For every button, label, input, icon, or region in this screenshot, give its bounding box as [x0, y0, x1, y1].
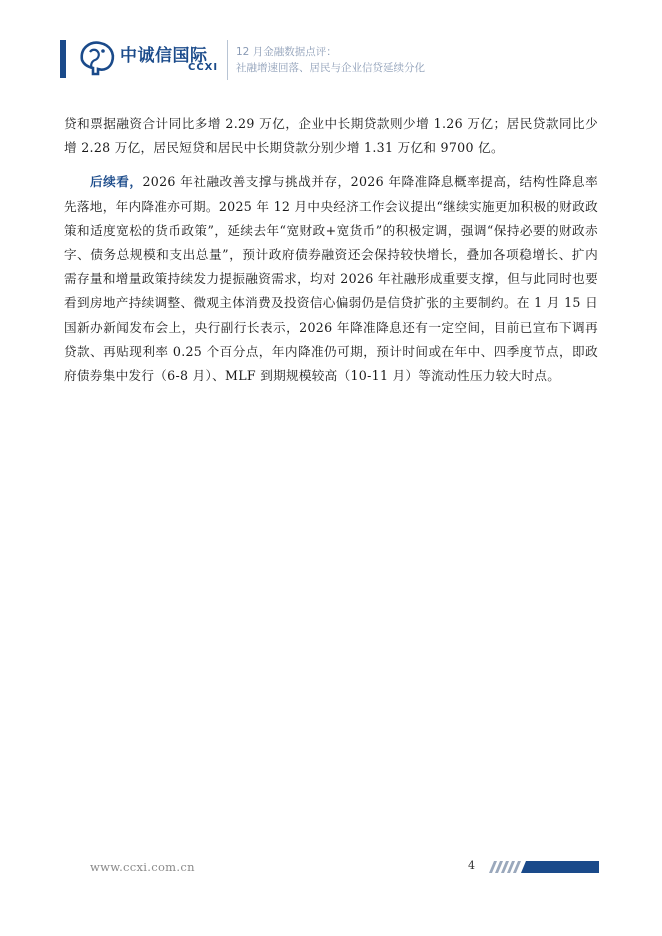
- page-header: [0, 0, 662, 90]
- elephant-logo-icon: [76, 38, 118, 78]
- report-title: [236, 44, 425, 76]
- outlook-text: 2026 年社融改善支撑与挑战并存，2026 年降准降息概率提高，结构性降息率先落地，年内降准亦可期。2025 年 12 月中央经济工作会议提出“继续实施更加积极的财政政策和适度宽松的货币政策”，延续去年“宽财政+宽货币”的积极定调，强调“保持必要的财政赤字、债务总规模和支出总量”，预计政府债券融资还会保持较快增长，叠加各项稳增长、扩内需存量和增量政策持续发力提振融资需求，均对 2026 年社融形成重要支撑，但与此同时也要看到房地产持续调整、微观主体消费及投资信心偏弱仍是信贷扩张的主要制约。在 1 月 15 日国新办新闻发布会上，央行副行长表示，2026 年降准降息还有一定空间，目前已宣布下调再贷款、再贴现利率 0.25 个百分点，年内降准仍可期，预计时间或在年中、四季度节点，即政府债券集中发行（6-8 月）、MLF 到期规模较高（10-11 月）等流动性压力较大时点。: [64, 174, 598, 384]
- header-divider: [227, 40, 228, 80]
- report-title-line1: 12 月金融数据点评：: [236, 46, 337, 58]
- logo-chinese-name: 中诚信国际: [120, 46, 208, 66]
- footer-website-link[interactable]: www.ccxi.com.cn: [90, 860, 195, 874]
- report-body: [64, 112, 598, 388]
- report-title-line2: 社融增速回落、居民与企业信贷延续分化: [236, 62, 425, 74]
- paragraph-loans-summary: 贷和票据融资合计同比多增 2.29 万亿，企业中长期贷款则少增 1.26 万亿；居民贷款同比少增 2.28 万亿，居民短贷和居民中长期贷款分别少增 1.31 万亿和 9700 亿。: [64, 116, 598, 156]
- ccxi-logo: [76, 36, 226, 80]
- footer-stripe-decoration: [485, 861, 599, 873]
- outlook-lead: 后续看，: [90, 174, 143, 190]
- header-accent-bar: [60, 40, 66, 78]
- logo-english-name: CCXI: [188, 62, 219, 73]
- paragraph-outlook: [64, 170, 598, 388]
- page-number: 4: [468, 859, 475, 872]
